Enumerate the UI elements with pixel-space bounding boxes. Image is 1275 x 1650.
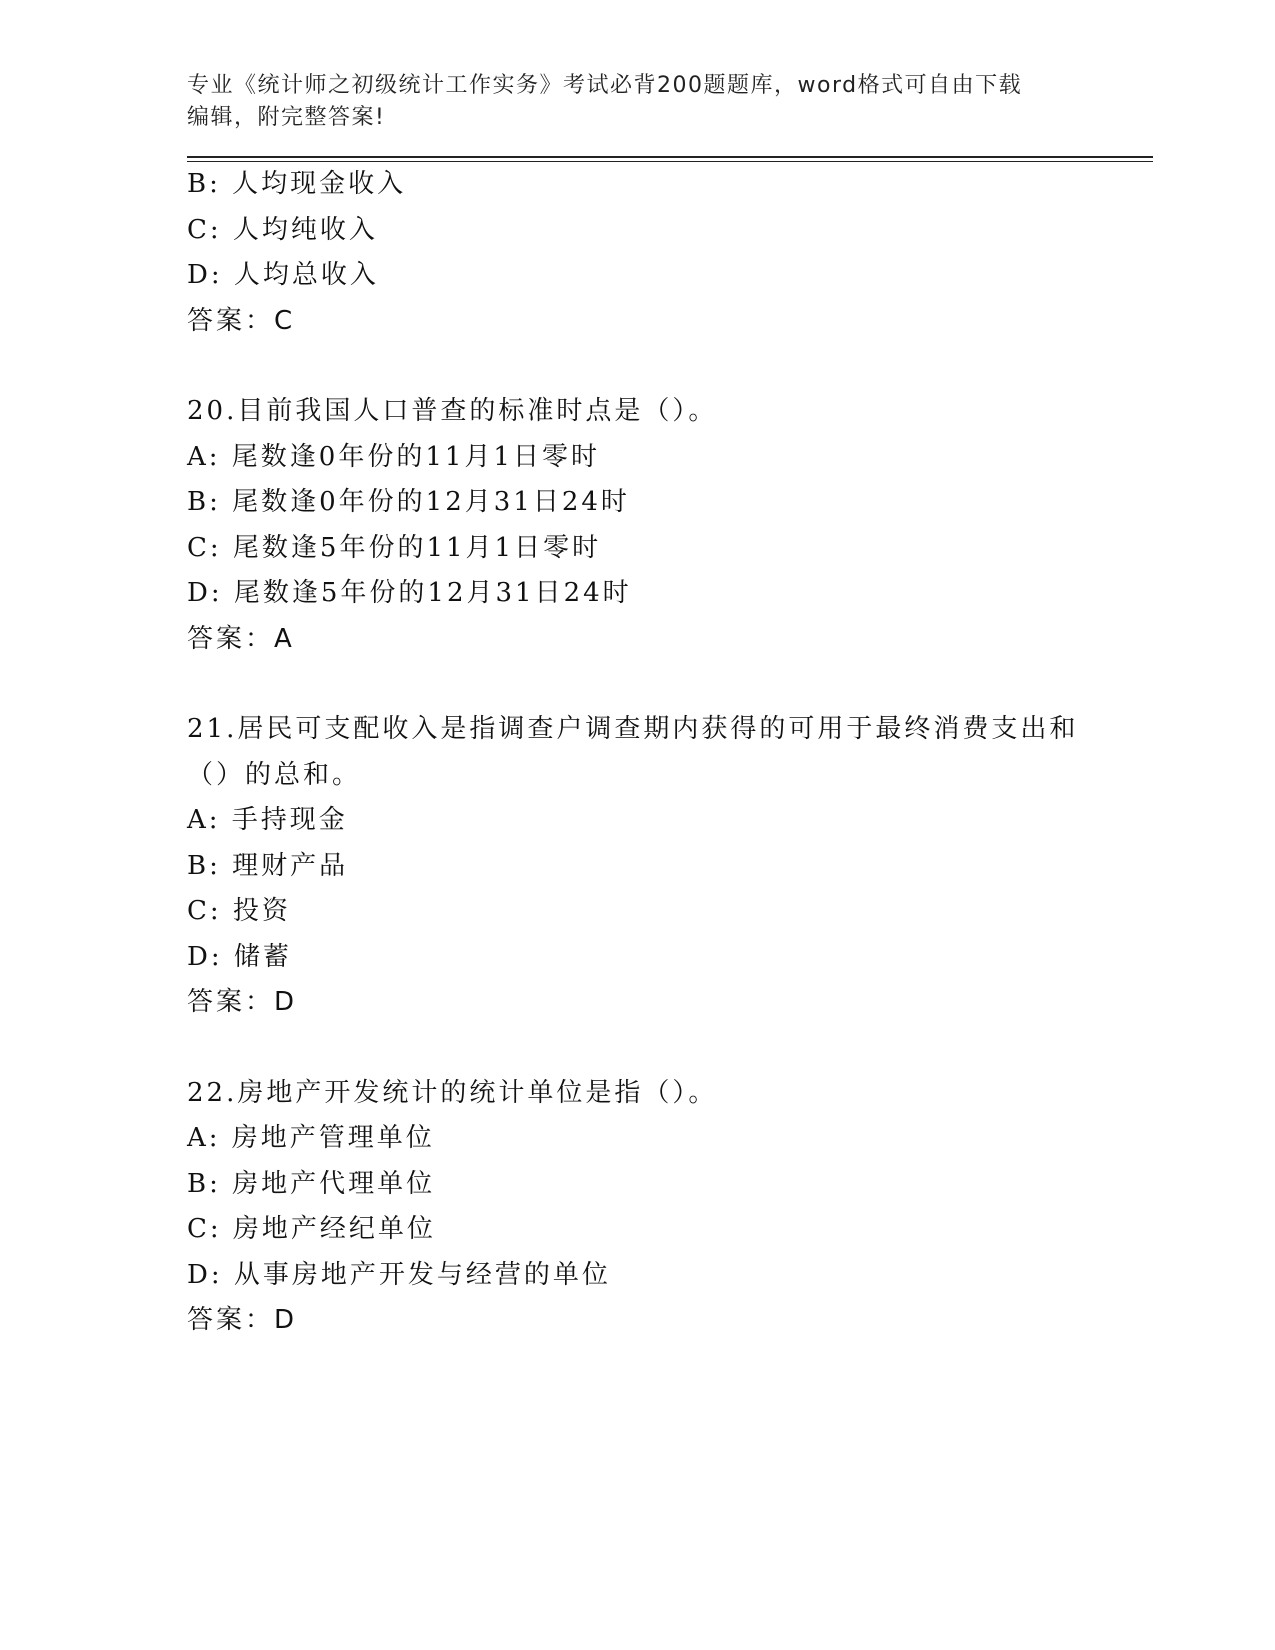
document-page: [187, 70, 1147, 1344]
answer: 答案：C: [187, 305, 296, 336]
option-c: C: 人均纯收入: [187, 214, 378, 245]
option-a: A: 尾数逢0年份的11月1日零时: [187, 441, 600, 472]
page-header: [187, 70, 1067, 134]
question-21: [187, 707, 1147, 1026]
answer: 答案：D: [187, 987, 298, 1017]
question-20: [187, 389, 1147, 662]
answer: 答案：A: [187, 623, 295, 654]
option-a: A: 房地产管理单位: [187, 1123, 435, 1153]
question-text: 20.目前我国人口普查的标准时点是（）。: [187, 396, 718, 426]
question-22: [187, 1071, 1147, 1344]
option-c: C: 投资: [187, 896, 291, 926]
option-d: D: 从事房地产开发与经营的单位: [187, 1259, 611, 1290]
option-b: B: 尾数逢0年份的12月31日24时: [187, 487, 630, 517]
option-d: D: 储蓄: [187, 941, 292, 972]
question-text-line-2: （）的总和。: [187, 759, 362, 790]
option-a: A: 手持现金: [187, 805, 348, 835]
option-d: D: 尾数逢5年份的12月31日24时: [187, 578, 632, 608]
option-d: D: 人均总收入: [187, 260, 379, 290]
option-b: B: 理财产品: [187, 850, 349, 881]
option-b: B: 人均现金收入: [187, 169, 407, 199]
option-b: B: 房地产代理单位: [187, 1168, 436, 1199]
answer: 答案：D: [187, 1305, 298, 1335]
question-19: [187, 162, 1147, 344]
header-line-2: 编辑，附完整答案!: [187, 105, 386, 130]
option-c: C: 尾数逢5年份的11月1日零时: [187, 532, 602, 563]
question-text-line-1: 21.居民可支配收入是指调查户调查期内获得的可用于最终消费支出和: [187, 714, 1079, 744]
header-line-1: 专业《统计师之初级统计工作实务》考试必背200题题库，word格式可自由下载: [187, 73, 1023, 98]
option-c: C: 房地产经纪单位: [187, 1214, 436, 1244]
question-text: 22.房地产开发统计的统计单位是指（）。: [187, 1077, 718, 1108]
